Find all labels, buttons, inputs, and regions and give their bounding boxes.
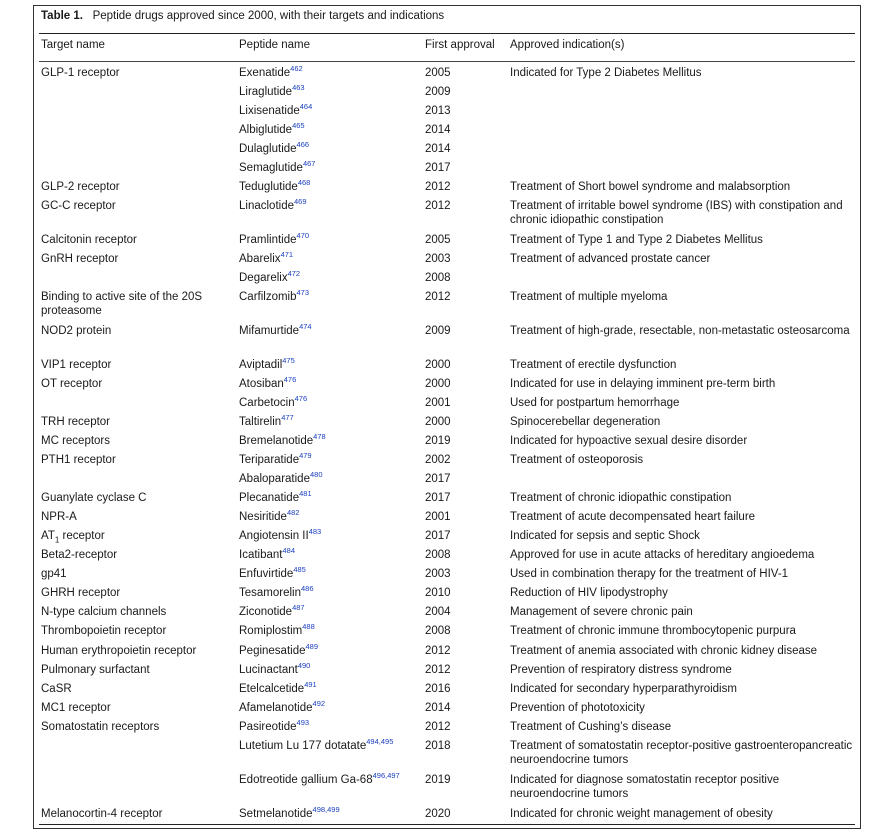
target-cell: GLP-2 receptor (41, 181, 120, 193)
peptide-cell (239, 324, 424, 338)
approval-year-cell: 2012 (425, 200, 451, 212)
peptide-name: Pramlintide (239, 234, 297, 246)
target-cell: MC1 receptor (41, 702, 111, 714)
peptide-name: Carfilzomib (239, 291, 297, 303)
peptide-cell (239, 567, 424, 581)
peptide-name: Angiotensin II (239, 530, 309, 542)
peptide-name: Romiplostim (239, 625, 303, 637)
peptide-cell (239, 510, 424, 524)
peptide-name: Edotreotide gallium Ga-68 (239, 774, 373, 786)
peptide-name: Lutetium Lu 177 dotatate (239, 740, 367, 752)
peptide-name: Afamelanotide (239, 702, 313, 714)
reference-link[interactable]: 493 (296, 718, 310, 727)
target-cell: NOD2 protein (41, 325, 112, 337)
target-cell: GC-C receptor (41, 200, 116, 212)
peptide-cell (239, 682, 424, 696)
indication-cell: Indicated for use in delaying imminent pre-term birth (510, 378, 776, 390)
approval-year-cell: 2012 (425, 181, 451, 193)
caption-label: Table 1. (41, 10, 83, 22)
target-cell: TRH receptor (41, 416, 111, 428)
peptide-cell (239, 85, 424, 99)
reference-link[interactable]: 485 (293, 565, 306, 574)
indication-cell: Treatment of chronic idiopathic constipation (510, 492, 732, 504)
peptide-name: Peginesatide (239, 645, 306, 657)
peptide-table (33, 5, 861, 829)
peptide-cell (239, 720, 424, 734)
target-text-rest: receptor (59, 530, 105, 542)
peptide-cell (239, 199, 424, 213)
reference-link[interactable]: 466 (296, 140, 310, 149)
reference-link[interactable]: 487 (292, 603, 305, 612)
peptide-name: Plecanatide (239, 492, 300, 504)
peptide-name: Taltirelin (239, 416, 282, 428)
approval-year-cell: 2013 (425, 105, 451, 117)
indication-cell: Used in combination therapy for the treatment of HIV-1 (510, 568, 789, 580)
approval-year-cell: 2008 (425, 625, 451, 637)
header-target: Target name (41, 39, 105, 51)
peptide-name: Atosiban (239, 378, 284, 390)
approval-year-cell: 2002 (425, 454, 451, 466)
indication-cell: Indicated for chronic weight management of obesity (510, 808, 773, 820)
header-peptide: Peptide name (239, 39, 310, 51)
reference-link[interactable]: 486 (301, 584, 314, 593)
target-cell: MC receptors (41, 435, 111, 447)
indication-cell: Indicated for hypoactive sexual desire disorder (510, 435, 748, 447)
target-cell: CaSR (41, 683, 72, 695)
peptide-name: Exenatide (239, 67, 291, 79)
reference-link[interactable]: 482 (286, 508, 300, 517)
reference-link[interactable]: 463 (292, 83, 305, 92)
peptide-cell (239, 739, 424, 753)
header-rule (39, 61, 855, 62)
indication-cell: Spinocerebellar degeneration (510, 416, 661, 428)
target-cell: Human erythropoietin receptor (41, 645, 197, 657)
peptide-name: Nesiritide (239, 511, 287, 523)
indication-cell: Indicated for sepsis and septic Shock (510, 530, 700, 542)
approval-year-cell: 2014 (425, 702, 451, 714)
peptide-name: Liraglutide (239, 86, 293, 98)
target-cell: Somatostatin receptors (41, 721, 160, 733)
approval-year-cell: 2000 (425, 416, 451, 428)
target-cell: VIP1 receptor (41, 359, 112, 371)
peptide-name: Etelcalcetide (239, 683, 305, 695)
peptide-cell (239, 396, 424, 410)
approval-year-cell: 2019 (425, 774, 451, 786)
approval-year-cell: 2009 (425, 325, 451, 337)
reference-link[interactable]: 483 (308, 527, 322, 536)
target-cell: Melanocortin-4 receptor (41, 808, 163, 820)
peptide-name: Aviptadil (239, 359, 283, 371)
peptide-name: Setmelanotide (239, 808, 313, 820)
peptide-cell (239, 434, 424, 448)
reference-link[interactable]: 481 (299, 489, 312, 498)
reference-link[interactable]: 484 (282, 546, 295, 555)
indication-cell: Management of severe chronic pain (510, 606, 693, 618)
target-cell: gp41 (41, 568, 67, 580)
peptide-name: Lixisenatide (239, 105, 300, 117)
target-cell: Beta2-receptor (41, 549, 118, 561)
reference-link[interactable]: 462 (290, 64, 303, 73)
peptide-name: Icatibant (239, 549, 283, 561)
peptide-name: Mifamurtide (239, 325, 300, 337)
peptide-cell (239, 415, 424, 429)
peptide-cell (239, 252, 424, 266)
reference-link[interactable]: 478 (313, 432, 326, 441)
indication-cell: Treatment of Cushing’s disease (510, 721, 672, 733)
peptide-name: Abaloparatide (239, 473, 310, 485)
indication-cell: Prevention of respiratory distress syndrome (510, 664, 732, 676)
target-cell: GnRH receptor (41, 253, 119, 265)
peptide-name: Linaclotide (239, 200, 294, 212)
reference-link[interactable]: 470 (296, 231, 310, 240)
peptide-name: Teriparatide (239, 454, 300, 466)
reference-link[interactable]: 496,497 (372, 771, 400, 780)
indication-cell: Treatment of osteoporosis (510, 454, 644, 466)
bottom-rule (39, 824, 855, 825)
indication-cell: Treatment of advanced prostate cancer (510, 253, 711, 265)
target-cell: GHRH receptor (41, 587, 121, 599)
reference-link[interactable]: 472 (287, 269, 301, 278)
peptide-cell (239, 104, 424, 118)
indication-cell: Used for postpartum hemorrhage (510, 397, 680, 409)
approval-year-cell: 2012 (425, 664, 451, 676)
peptide-cell (239, 377, 424, 391)
target-cell: Thrombopoietin receptor (41, 625, 167, 637)
reference-link[interactable]: 489 (305, 642, 319, 651)
indication-cell: Treatment of multiple myeloma (510, 291, 668, 303)
peptide-name: Carbetocin (239, 397, 295, 409)
peptide-name: Lucinactant (239, 664, 298, 676)
indication-cell: Treatment of anemia associated with chronic kidney disease (510, 645, 818, 657)
peptide-cell (239, 586, 424, 600)
reference-link[interactable]: 488 (302, 622, 315, 631)
peptide-cell (239, 491, 424, 505)
indication-cell: Prevention of phototoxicity (510, 702, 645, 714)
reference-link[interactable]: 480 (309, 470, 323, 479)
approval-year-cell: 2018 (425, 740, 451, 752)
approval-year-cell: 2017 (425, 473, 451, 485)
approval-year-cell: 2003 (425, 568, 451, 580)
indication-cell: Indicated for secondary hyperparathyroidism (510, 683, 737, 695)
peptide-name: Pasireotide (239, 721, 297, 733)
approval-year-cell: 2003 (425, 253, 451, 265)
reference-link[interactable]: 475 (282, 356, 295, 365)
peptide-cell (239, 644, 424, 658)
peptide-cell (239, 161, 424, 175)
indication-cell: Approved for use in acute attacks of hereditary angioedema (510, 549, 815, 561)
peptide-cell (239, 529, 424, 543)
indication-cell: Indicated for diagnose somatostatin receptor positive neuroendocrine tumors (510, 774, 780, 800)
target-subscript: 1 (54, 535, 60, 545)
approval-year-cell: 2010 (425, 587, 451, 599)
reference-link[interactable]: 464 (299, 102, 313, 111)
peptide-name: Enfuvirtide (239, 568, 294, 580)
caption-text: Peptide drugs approved since 2000, with their targets and indications (92, 10, 445, 22)
indication-cell: Indicated for Type 2 Diabetes Mellitus (510, 67, 702, 79)
approval-year-cell: 2012 (425, 645, 451, 657)
peptide-cell (239, 271, 424, 285)
approval-year-cell: 2014 (425, 124, 451, 136)
approval-year-cell: 2017 (425, 530, 451, 542)
peptide-cell (239, 773, 424, 787)
approval-year-cell: 2009 (425, 86, 451, 98)
reference-link[interactable]: 498,499 (312, 805, 340, 814)
target-cell: Guanylate cyclase C (41, 492, 147, 504)
peptide-cell (239, 233, 424, 247)
reference-link[interactable]: 490 (297, 661, 311, 670)
target-cell: Binding to active site of the 20S proteasome (41, 291, 203, 317)
indication-cell: Reduction of HIV lipodystrophy (510, 587, 668, 599)
approval-year-cell: 2008 (425, 549, 451, 561)
reference-link[interactable]: 479 (299, 451, 312, 460)
approval-year-cell: 2008 (425, 272, 451, 284)
approval-year-cell: 2019 (425, 435, 451, 447)
approval-year-cell: 2005 (425, 234, 451, 246)
indication-cell: Treatment of Type 1 and Type 2 Diabetes Mellitus (510, 234, 763, 246)
target-cell: Pulmonary surfactant (41, 664, 150, 676)
header-first-approval: First approval (425, 39, 495, 51)
indication-cell: Treatment of chronic immune thrombocytopenic purpura (510, 625, 796, 637)
peptide-cell (239, 358, 424, 372)
reference-link[interactable]: 476 (294, 394, 308, 403)
peptide-name: Ziconotide (239, 606, 293, 618)
target-cell: OT receptor (41, 378, 103, 390)
reference-link[interactable]: 469 (293, 197, 307, 206)
approval-year-cell: 2001 (425, 511, 451, 523)
peptide-name: Semaglutide (239, 162, 303, 174)
peptide-cell (239, 142, 424, 156)
approval-year-cell: 2017 (425, 492, 451, 504)
target-text: AT (41, 530, 55, 542)
peptide-name: Albiglutide (239, 124, 293, 136)
peptide-name: Bremelanotide (239, 435, 314, 447)
target-cell: N-type calcium channels (41, 606, 167, 618)
peptide-name: Abarelix (239, 253, 281, 265)
reference-link[interactable]: 492 (312, 699, 326, 708)
indication-cell: Treatment of high-grade, resectable, non-metastatic osteosarcoma (510, 325, 850, 337)
indication-cell: Treatment of somatostatin receptor-positive gastroenteropancreatic neuroendocrine tumors (510, 740, 853, 766)
approval-year-cell: 2000 (425, 378, 451, 390)
peptide-name: Tesamorelin (239, 587, 301, 599)
target-cell: GLP-1 receptor (41, 67, 120, 79)
approval-year-cell: 2016 (425, 683, 451, 695)
approval-year-cell: 2014 (425, 143, 451, 155)
peptide-cell (239, 701, 424, 715)
indication-cell: Treatment of erectile dysfunction (510, 359, 677, 371)
reference-link[interactable]: 476 (283, 375, 297, 384)
peptide-cell (239, 624, 424, 638)
reference-link[interactable]: 494,495 (366, 737, 394, 746)
peptide-cell (239, 290, 424, 304)
target-cell: NPR-A (41, 511, 77, 523)
target-cell (41, 529, 236, 547)
peptide-cell (239, 123, 424, 137)
reference-link[interactable]: 467 (302, 159, 316, 168)
peptide-cell (239, 66, 424, 80)
target-cell: PTH1 receptor (41, 454, 116, 466)
approval-year-cell: 2017 (425, 162, 451, 174)
approval-year-cell: 2000 (425, 359, 451, 371)
approval-year-cell: 2012 (425, 721, 451, 733)
peptide-cell (239, 180, 424, 194)
peptide-cell (239, 548, 424, 562)
peptide-cell (239, 605, 424, 619)
target-cell: Calcitonin receptor (41, 234, 137, 246)
indication-cell: Treatment of acute decompensated heart failure (510, 511, 756, 523)
approval-year-cell: 2005 (425, 67, 451, 79)
peptide-cell (239, 807, 424, 821)
approval-year-cell: 2012 (425, 291, 451, 303)
reference-link[interactable]: 491 (304, 680, 317, 689)
reference-link[interactable]: 471 (280, 250, 294, 259)
peptide-cell (239, 453, 424, 467)
indication-cell: Treatment of Short bowel syndrome and malabsorption (510, 181, 791, 193)
approval-year-cell: 2001 (425, 397, 451, 409)
top-rule (39, 33, 855, 34)
reference-link[interactable]: 473 (296, 288, 310, 297)
peptide-name: Teduglutide (239, 181, 298, 193)
peptide-cell (239, 663, 424, 677)
peptide-name: Degarelix (239, 272, 288, 284)
table-caption (41, 10, 444, 22)
peptide-cell (239, 472, 424, 486)
indication-cell: Treatment of irritable bowel syndrome (IBS) with constipation and chronic idiopathic constipation (510, 200, 843, 226)
reference-link[interactable]: 468 (297, 178, 311, 187)
header-indication: Approved indication(s) (510, 39, 625, 51)
reference-link[interactable]: 465 (292, 121, 305, 130)
peptide-name: Dulaglutide (239, 143, 297, 155)
reference-link[interactable]: 474 (299, 322, 312, 331)
reference-link[interactable]: 477 (281, 413, 294, 422)
approval-year-cell: 2004 (425, 606, 451, 618)
approval-year-cell: 2020 (425, 808, 451, 820)
